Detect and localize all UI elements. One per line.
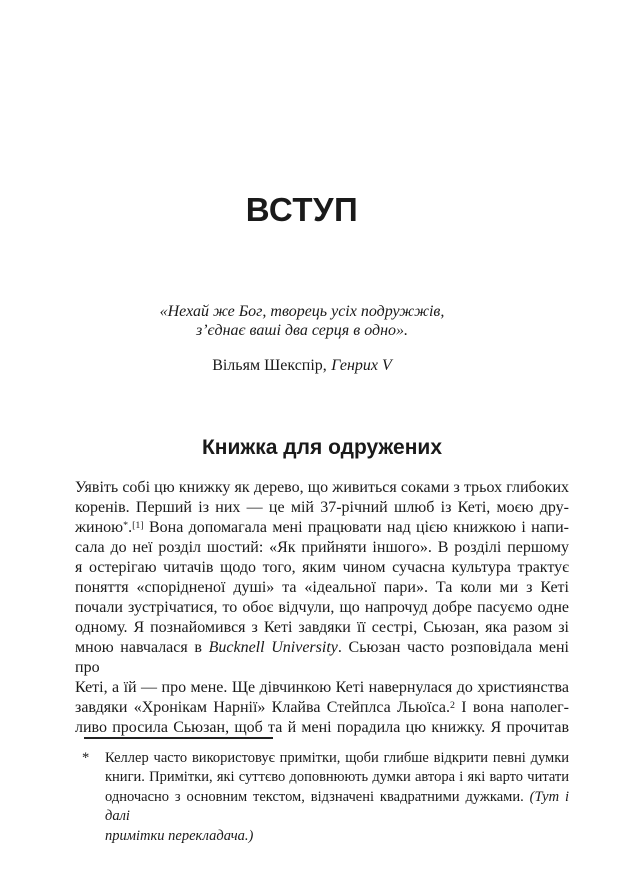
body-line-text: ливо просила Сьюзан, щоб та й мені порадила цю книжку. Я прочитав [75, 719, 569, 736]
body-paragraph [75, 478, 569, 738]
footnote-marker: * [82, 750, 90, 766]
body-line [75, 638, 569, 678]
footnote-ref-asterisk: * [123, 519, 129, 531]
body-line-text: я остерігаю читачів щодо того, яким чином сучасна культура трактує [75, 559, 569, 576]
body-line [75, 698, 569, 718]
body-line-text: мною навчалася в [75, 639, 209, 656]
body-line [75, 718, 569, 738]
university-name: Bucknell University [208, 639, 338, 656]
body-line-text: . Сьюзан часто розповідала мені про [75, 639, 569, 676]
translator-note-text: примітки перекладача.) [105, 827, 254, 844]
section-heading: Книжка для одружених [201, 436, 442, 459]
footnote-ref-2: 2 [450, 699, 455, 711]
body-line-text: сала до неї розділ шостий: «Як прийняти іншого». В розділі першому [75, 539, 569, 556]
body-line [75, 498, 569, 518]
translator-note-text: (Тут і далі [105, 788, 570, 825]
footnote [82, 749, 569, 846]
footnote-line-text: книги. Примітки, які суттєво доповнюють думки автора і які варто читати [105, 769, 569, 786]
epigraph [55, 303, 549, 340]
footnote-line [105, 827, 569, 846]
footnote-line-text: одночасно з основним текстом, відзначені квадратними дужками. [105, 788, 530, 805]
epigraph-attribution [55, 356, 549, 375]
epigraph-work-title: Генрих V [331, 357, 392, 374]
body-line-text: Кеті, а їй — про мене. Ще дівчинкою Кеті навернулася до християнства [75, 679, 569, 696]
chapter-title: ВСТУП [245, 191, 359, 228]
body-line-text: Вона допомагала мені працювати над цією книжкою і напи- [143, 519, 569, 536]
body-line [75, 598, 569, 618]
epigraph-line-2: з’єднає ваші два серця в одно». [195, 321, 409, 339]
footnote-divider [84, 737, 273, 739]
footnote-ref-bracket-1: [1] [132, 519, 144, 531]
epigraph-line-1: «Нехай же Бог, творець усіх подружжів, [159, 303, 445, 320]
footnote-line [105, 788, 569, 827]
body-line-text: І вона наполег- [454, 699, 569, 716]
body-line-text: . [128, 519, 133, 536]
epigraph-author: Вільям Шекспір, [212, 357, 327, 374]
body-line-text: завдяки «Хронікам Нарнії» Клайва Стейплса Льюїса. [75, 699, 450, 716]
body-line-text: поняття «спорідненої душі» та «ідеальної пари». Та коли ми з Кеті [75, 579, 569, 596]
body-line [75, 518, 569, 538]
body-line [75, 478, 569, 498]
body-line-text: коренів. Перший із них — це мій 37-річний шлюб із Кеті, моєю дру- [75, 499, 569, 516]
body-line [75, 678, 569, 698]
body-line [75, 538, 569, 558]
footnote-line [105, 768, 569, 787]
footnote-text [105, 749, 569, 846]
body-line-text: одному. Я познайомився з Кеті завдяки її сестрі, Сьюзан, яка разом зі [75, 619, 569, 636]
body-line-text: почали зустрічатися, то обоє відчули, що напрочуд добре пасуємо одне [75, 599, 569, 616]
body-line-text: Уявіть собі цю книжку як дерево, що живиться соками з трьох глибоких [75, 479, 569, 496]
body-line [75, 618, 569, 638]
body-line [75, 578, 569, 598]
footnote-line [105, 749, 569, 768]
body-line [75, 558, 569, 578]
footnote-line-text: Келлер часто використовує примітки, щоби глибше відкрити певні думки [105, 750, 569, 766]
body-line-text: жиною [75, 519, 124, 536]
